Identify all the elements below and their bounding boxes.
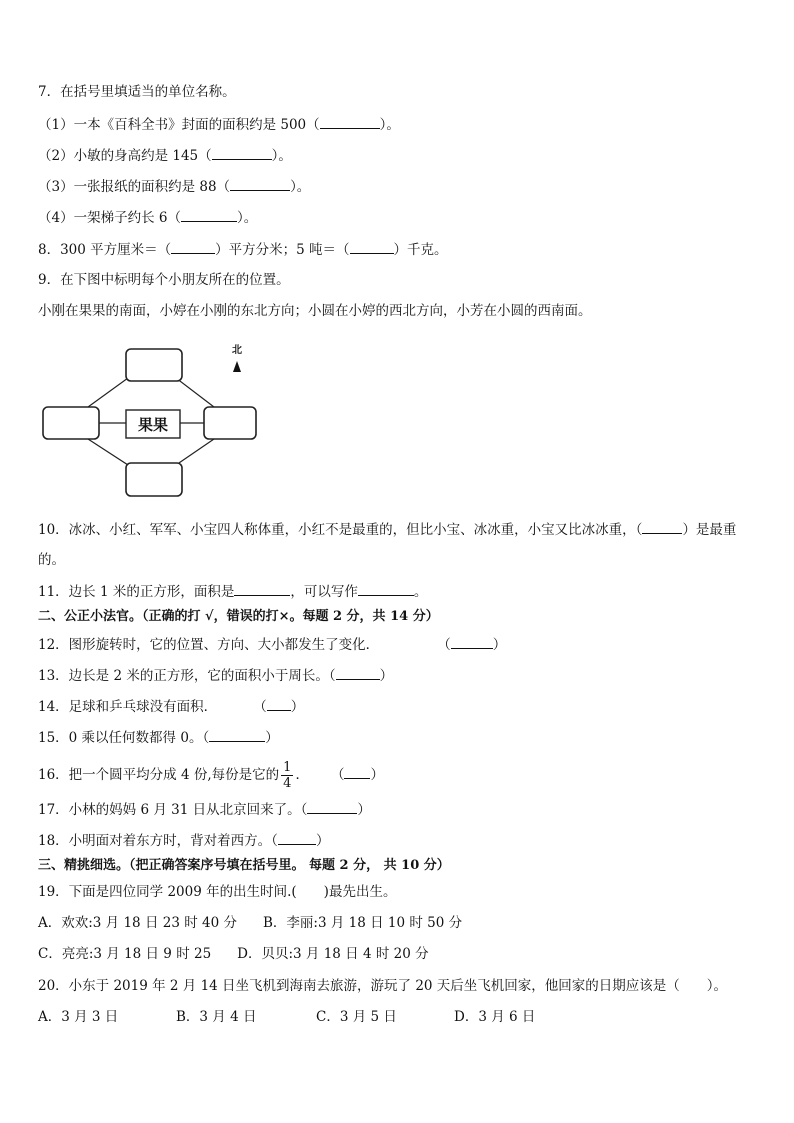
q10-text-a: 10．冰冰、小红、军军、小宝四人称体重，小红不是最重的，但比小宝、冰冰重，小宝又比冰冰重，（: [38, 522, 643, 538]
q14-close: ）: [290, 699, 305, 715]
answer-blank[interactable]: [307, 799, 357, 814]
q8-text-a: 8．300 平方厘米＝（: [38, 242, 172, 258]
diagram-connector: [88, 439, 128, 465]
q7-item-2: [38, 145, 292, 166]
section-2-title: 二、公正小法官。（正确的打 √，错误的打×。每题 2 分，共 14 分）: [38, 609, 439, 624]
q19-option-d[interactable]: D．贝贝:3 月 18 日 4 时 20 分: [237, 946, 429, 962]
q9-description: 小刚在果果的南面，小婷在小刚的东北方向；小圆在小婷的西北方向，小芳在小圆的西南面。: [38, 303, 592, 319]
q11-text-b: ，可以写作: [290, 584, 358, 600]
q7-item-3-close: ）。: [290, 179, 311, 195]
answer-blank[interactable]: [350, 239, 394, 254]
q19-option-c[interactable]: C．亮亮:3 月 18 日 9 时 25: [38, 946, 212, 962]
q13: [38, 665, 393, 686]
q8-text-b: ）平方分米；5 吨＝（: [215, 242, 350, 258]
q11-text-c: 。: [413, 584, 428, 600]
diagram-connector: [88, 378, 128, 407]
q10-line-2: 的。: [38, 552, 65, 568]
answer-blank[interactable]: [209, 727, 265, 742]
diagram-connector: [176, 378, 214, 407]
q10-text-b: ）是最重: [682, 522, 737, 538]
q13-close: ）: [379, 668, 394, 684]
q18: [38, 830, 329, 851]
fraction: [281, 760, 293, 791]
q20-option-a[interactable]: A．3 月 3 日: [38, 1009, 119, 1025]
q15-text: 15．0 乘以任何数都得 0。（: [38, 730, 210, 746]
answer-blank[interactable]: [171, 239, 215, 254]
q16-open: （: [330, 767, 345, 783]
q8-text-c: ）千克。: [393, 242, 448, 258]
q18-text: 18．小明面对着东方时，背对着西方。（: [38, 833, 278, 849]
answer-blank[interactable]: [181, 207, 237, 222]
q7-item-1-close: ）。: [379, 117, 400, 133]
q12-open: （: [437, 637, 451, 653]
q7-title: 7．在括号里填适当的单位名称。: [38, 84, 236, 100]
answer-blank[interactable]: [336, 665, 380, 680]
q16-close: ）: [370, 767, 384, 783]
q14-open: （: [253, 699, 267, 715]
q7-item-2-text: （2）小敏的身高约是 145（: [38, 148, 212, 164]
answer-blank[interactable]: [344, 764, 370, 779]
q7-item-4-close: ）。: [236, 210, 258, 226]
q19-text: 19．下面是四位同学 2009 年的出生时间.( )最先出生。: [38, 884, 397, 900]
q16: [38, 758, 384, 792]
answer-blank[interactable]: [230, 176, 290, 191]
q11-text-a: 11．边长 1 米的正方形，面积是: [38, 584, 235, 600]
answer-blank[interactable]: [642, 519, 682, 534]
q7-item-3: [38, 176, 310, 197]
q7-item-3-text: （3）一张报纸的面积约是 88（: [38, 179, 231, 195]
answer-blank[interactable]: [267, 696, 291, 711]
q19-option-a[interactable]: A．欢欢:3 月 18 日 23 时 40 分: [38, 915, 237, 931]
q7-item-1: [38, 114, 400, 135]
answer-blank[interactable]: [451, 634, 493, 649]
position-diagram: [38, 335, 268, 500]
center-label: 果果: [137, 416, 169, 434]
q20-option-c[interactable]: C．3 月 5 日: [316, 1009, 397, 1025]
box-south[interactable]: [126, 463, 182, 496]
q12-text: 12．图形旋转时，它的位置、方向、大小都发生了变化．: [38, 637, 380, 653]
box-north[interactable]: [126, 349, 182, 381]
answer-blank[interactable]: [320, 114, 380, 129]
answer-blank[interactable]: [278, 830, 316, 845]
q19-options-row-2: [38, 944, 429, 964]
q20-option-d[interactable]: D．3 月 6 日: [454, 1009, 536, 1025]
fraction-numerator: 1: [283, 760, 292, 775]
diagram-connector: [176, 439, 214, 465]
q14-text: 14．足球和乒乓球没有面积．: [38, 699, 218, 715]
q7-item-4-text: （4）一架梯子约长 6（: [38, 210, 181, 226]
fraction-denominator: 4: [283, 776, 292, 791]
answer-blank[interactable]: [212, 145, 272, 160]
box-east[interactable]: [204, 407, 256, 439]
q20-text: 20．小东于 2019 年 2 月 14 日坐飞机到海南去旅游，游玩了 20 天后坐飞机回家，他回家的日期应该是（ ）。: [38, 978, 728, 994]
q8: [38, 239, 448, 260]
q11: [38, 581, 427, 602]
north-label: 北: [232, 345, 242, 356]
q7-item-1-text: （1）一本《百科全书》封面的面积约是 500（: [38, 117, 320, 133]
q7-item-4: [38, 207, 257, 228]
q9-title: 9．在下图中标明每个小朋友所在的位置。: [38, 272, 290, 288]
north-arrow-icon: [233, 361, 241, 372]
q19-option-b[interactable]: B．李丽:3 月 18 日 10 时 50 分: [262, 915, 463, 931]
q20-options: [38, 1007, 535, 1027]
section-3-title: 三、精挑细选。（把正确答案序号填在括号里。 每题 2 分， 共 10 分）: [38, 858, 450, 873]
q12-close: ）: [492, 637, 507, 653]
q7-item-2-close: ）。: [271, 148, 292, 164]
q10-line-1: [38, 519, 736, 540]
q12: [38, 634, 506, 655]
q19-options-row-1: [38, 913, 462, 933]
q14: [38, 696, 304, 717]
answer-blank[interactable]: [234, 581, 290, 596]
q18-close: ）: [315, 833, 330, 849]
q17-text: 17．小林的妈妈 6 月 31 日从北京回来了。（: [38, 802, 308, 818]
q16-period: ．: [295, 767, 309, 783]
q17-close: ）: [357, 802, 371, 818]
q20-option-b[interactable]: B．3 月 4 日: [176, 1009, 257, 1025]
q13-text: 13．边长是 2 米的正方形，它的面积小于周长。（: [38, 668, 336, 684]
answer-blank[interactable]: [358, 581, 414, 596]
box-west[interactable]: [43, 407, 99, 439]
q17: [38, 799, 371, 820]
q15-close: ）: [265, 730, 279, 746]
q16-text: 16．把一个圆平均分成 4 份,每份是它的: [38, 767, 280, 783]
q15: [38, 727, 279, 748]
